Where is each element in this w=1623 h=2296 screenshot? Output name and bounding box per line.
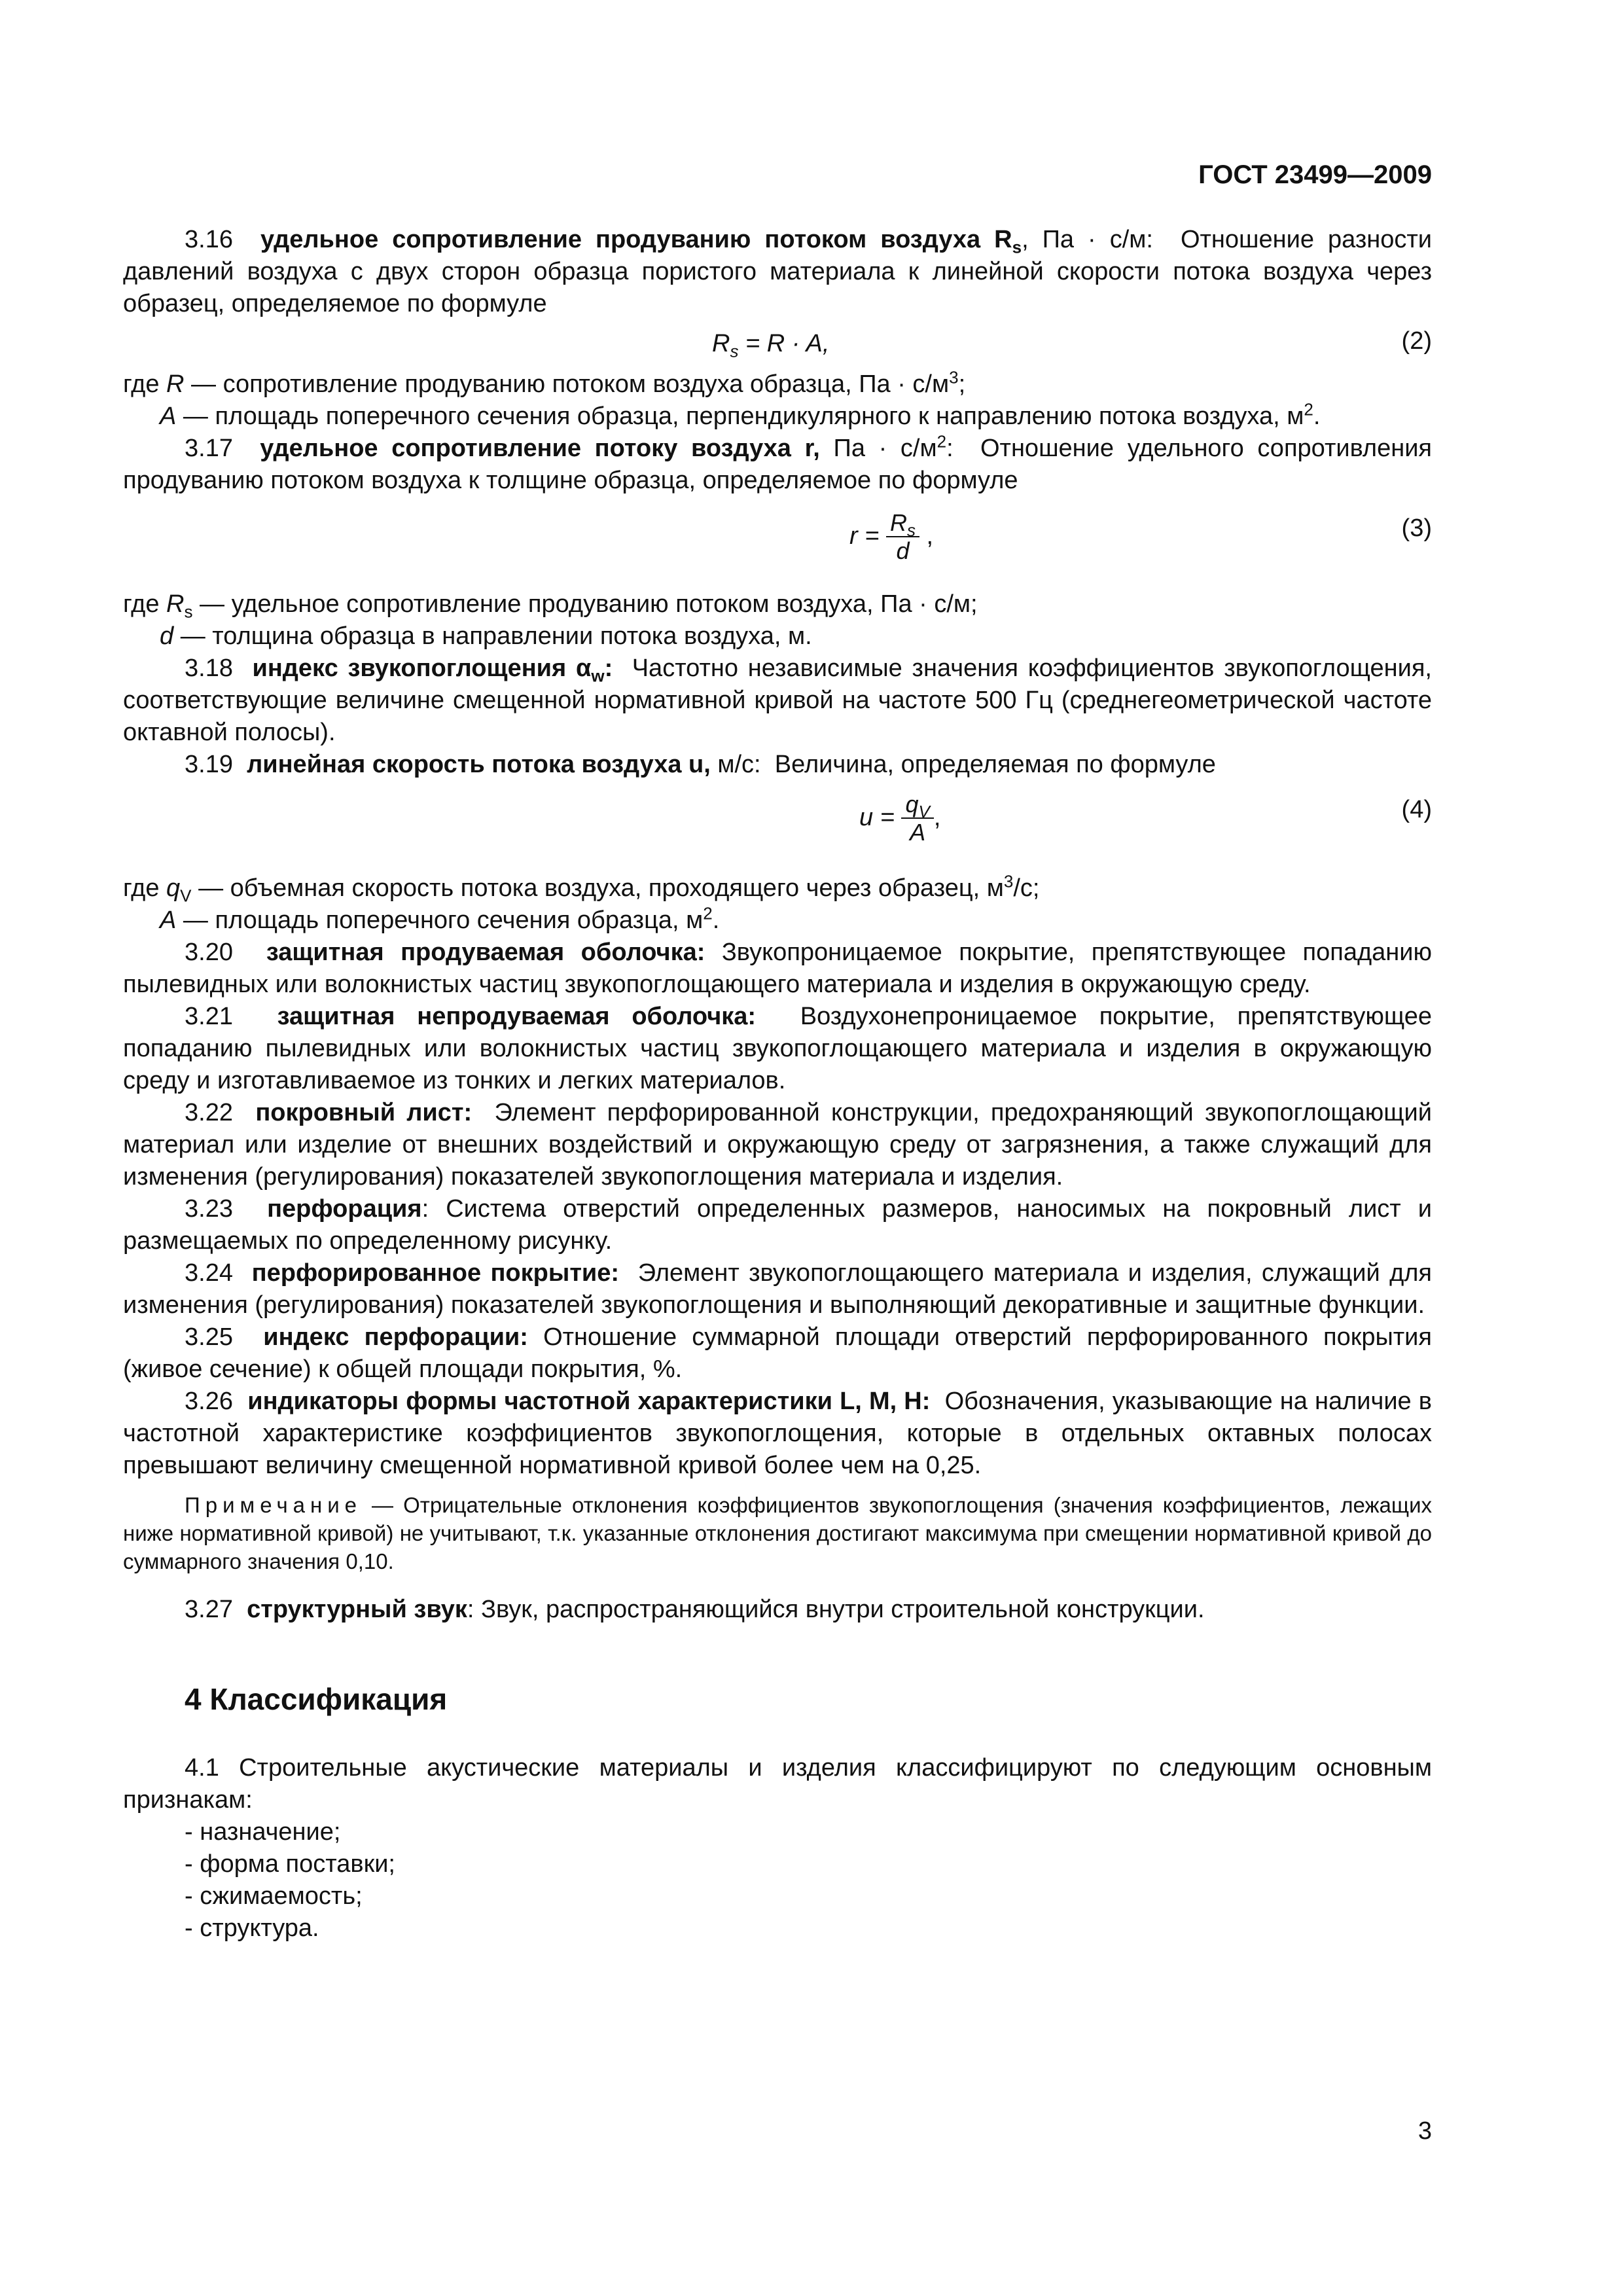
- clause-units: , Па · с/м:: [1022, 226, 1153, 253]
- clause-term: индикаторы формы частотной характеристики L, M, H:: [247, 1388, 931, 1415]
- formula-3: [123, 501, 1432, 584]
- clause-definition: : Звук, распространяющийся внутри строительной конструкции.: [467, 1596, 1205, 1623]
- clause-definition: : Система отверстий определенных размеров, наносимых на покровный лист и размещаемых по определенному рисунку.: [123, 1195, 1432, 1255]
- clause-definition: Отношение разности давлений воздуха с двух сторон образца пористого материала к линейной скорости потока воздуха через образец, определяемое по формуле: [123, 226, 1433, 317]
- clause-units: Па · $с/м^2$:: [819, 431, 954, 462]
- clause-definition: Частотно независимые значения коэффициентов звукопоглощения, соответствующие величине смещенной нормативной кривой на частоте 500 Гц (среднегеометрической частоте октавной полосы).: [123, 655, 1432, 746]
- formula-fraction: $\frac{q_V}{A}$: [901, 791, 933, 846]
- list-item: - сжимаемость;: [185, 1882, 363, 1910]
- clause-3-23: [123, 1193, 1432, 1257]
- clause-definition: Величина, определяемая по формуле: [774, 751, 1216, 778]
- clause-definition: Отношение суммарной площади отверстий перфорированного покрытия (живое сечение) к общей площади покрытия, %.: [123, 1323, 1432, 1383]
- clause-term: перфорация: [267, 1195, 422, 1223]
- list-item: - назначение;: [185, 1818, 341, 1846]
- clause-definition: Отношение удельного сопротивления продуванию потоком воздуха к толщине образца, определяемое по формуле: [123, 435, 1432, 494]
- clause-term: удельное сопротивление потоку воздуха r,: [260, 435, 820, 462]
- clause-number: 3.26: [185, 1388, 233, 1415]
- document-header: ГОСТ 23499—2009: [1198, 160, 1432, 189]
- clause-4-1: 4.1 Строительные акустические материалы и изделия классифицируют по следующим основным признакам:: [123, 1754, 1432, 1814]
- formula-expression: u = $\frac{q_V}{A}$ ,: [859, 791, 941, 846]
- clause-number: 3.22: [185, 1099, 233, 1126]
- clause-3-18: [123, 653, 1432, 749]
- clause-definition: Звукопроницаемое покрытие, препятствующее попаданию пылевидных или волокнистых частиц звукопоглощающего материала и изделия в окружающую среду.: [123, 939, 1432, 998]
- clause-3-20: [123, 937, 1432, 1001]
- clause-3-27: [123, 1594, 1432, 1626]
- clause-number: 3.18: [185, 655, 233, 682]
- formula-fraction: $\frac{R_s}{d}$: [886, 510, 919, 565]
- page-number: 3: [1418, 2117, 1432, 2145]
- clause-definition: Элемент перфорированной конструкции, предохраняющий звукопоглощающий материал или изделие от внешних воздействий и окружающую среду от загрязнения, а также служащий для изменения (регулирования) показателей звукопоглощения материала и изделия.: [123, 1099, 1432, 1191]
- clause-term: защитная продуваемая оболочка:: [266, 939, 705, 966]
- clause-term: структурный звук: [247, 1596, 467, 1623]
- clause-term: линейная скорость потока воздуха u,: [247, 751, 711, 778]
- clause-3-19: [123, 749, 1432, 781]
- note-label: Примечание: [185, 1493, 363, 1517]
- clause-3-16: [123, 224, 1432, 320]
- formula-number: (2): [1401, 327, 1432, 355]
- clause-term: защитная непродуваемая оболочка:: [277, 1003, 757, 1030]
- formula-number: (3): [1401, 514, 1432, 542]
- clause-units: м/с:: [710, 751, 761, 778]
- clause-3-24: [123, 1257, 1432, 1321]
- formula-2-legend-1: где R — сопротивление продуванию потоком воздуха образца, Па · $с/м^3$;: [123, 367, 966, 398]
- formula-3-legend-1: где $R_s$ — удельное сопротивление продуванию потоком воздуха, Па · с/м;: [123, 590, 978, 622]
- note: [123, 1491, 1432, 1575]
- clause-definition: Воздухонепроницаемое покрытие, препятствующее попаданию пылевидных или волокнистых частиц звукопоглощающего материала и изделия в окружающую среду и изготавливаемое из тонких и легких материалов.: [123, 1003, 1432, 1094]
- formula-expression: $R_s = R \cdot A$,: [712, 330, 830, 361]
- formula-2: [123, 324, 1432, 365]
- formula-3-legend-2: d — толщина образца в направлении потока воздуха, м.: [160, 622, 812, 650]
- clause-number: 3.23: [185, 1195, 233, 1223]
- note-text: — Отрицательные отклонения коэффициентов звукопоглощения (значения коэффициентов, лежащих ниже нормативной кривой) не учитывают, т.к. указанные отклонения достигают максимума при смещении нормативной кривой до суммарного значения 0,10.: [123, 1493, 1432, 1573]
- clause-number: 3.20: [185, 939, 233, 966]
- clause-3-25: [123, 1321, 1432, 1386]
- clause-definition: Обозначения, указывающие на наличие в частотной характеристике коэффициентов звукопоглощения, которые в отдельных октавных полосах превышают величину смещенной нормативной кривой более чем на 0,25.: [123, 1388, 1432, 1479]
- formula-4: [123, 785, 1432, 869]
- clause-number: 3.21: [185, 1003, 233, 1030]
- clause-number: 3.17: [185, 435, 233, 462]
- clause-number: 3.25: [185, 1323, 233, 1351]
- list-item: - форма поставки;: [185, 1850, 395, 1878]
- clause-number: 3.24: [185, 1259, 233, 1287]
- document-body: [123, 224, 1432, 1945]
- formula-4-legend-2: A — площадь поперечного сечения образца, $м^2$.: [160, 903, 720, 934]
- clause-term: индекс звукопоглощения $\alpha_w$:: [252, 655, 613, 686]
- clause-term: перфорированное покрытие:: [251, 1259, 620, 1287]
- formula-4-legend-1: где $q_V$ — объемная скорость потока воздуха, проходящего через образец, $м^3/с$;: [123, 871, 1040, 906]
- clause-3-17: [123, 433, 1432, 497]
- section-title: 4 Классификация: [185, 1682, 448, 1716]
- clause-term: удельное сопротивление продуванию потоком воздуха $R_s$: [260, 226, 1022, 257]
- clause-number: 3.16: [185, 226, 233, 253]
- clause-3-26: [123, 1386, 1432, 1482]
- clause-term: индекс перфорации:: [263, 1323, 528, 1351]
- formula-expression: r = $\frac{R_s}{d}$ ,: [849, 509, 934, 564]
- clause-term: покровный лист:: [255, 1099, 473, 1126]
- clause-definition: Элемент звукопоглощающего материала и изделия, служащий для изменения (регулирования) показателей звукопоглощения и выполняющий декоративные и защитные функции.: [123, 1259, 1432, 1319]
- formula-number: (4): [1401, 796, 1432, 823]
- list-item: - структура.: [185, 1914, 319, 1942]
- formula-2-legend-2: A — площадь поперечного сечения образца, перпендикулярного к направлению потока воздуха, $м^2$.: [160, 399, 1321, 430]
- clause-3-22: [123, 1097, 1432, 1193]
- clause-number: 3.27: [185, 1596, 233, 1623]
- clause-3-21: [123, 1001, 1432, 1097]
- clause-number: 3.19: [185, 751, 233, 778]
